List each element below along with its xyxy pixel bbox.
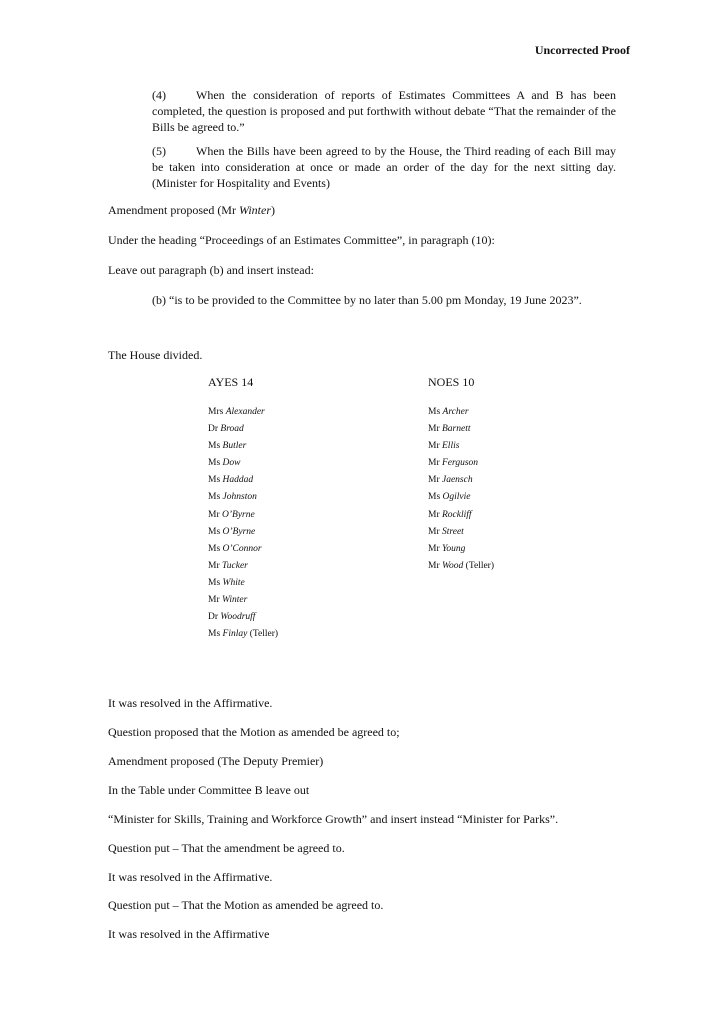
member-title: Ms bbox=[208, 475, 221, 486]
amendment-prefix: Amendment proposed (Mr bbox=[108, 203, 239, 217]
resolved-affirmative-line-3: It was resolved in the Affirmative bbox=[108, 927, 270, 941]
member-row bbox=[428, 404, 494, 421]
paragraph-text: When the Bills have been agreed to by the House, the Third reading of each Bill may be taken into consideration at once or made an order of the day for the next sitting day. (Minister for Hospitality and Events) bbox=[152, 144, 616, 190]
member-name: Tucker bbox=[222, 560, 248, 571]
member-row bbox=[208, 421, 278, 438]
member-title: Mr bbox=[428, 509, 440, 520]
paragraph-number: (5) bbox=[152, 144, 166, 158]
member-title: Ms bbox=[208, 629, 221, 640]
ayes-title: AYES 14 bbox=[208, 375, 254, 389]
resolved-affirmative-line: It was resolved in the Affirmative. bbox=[108, 696, 273, 710]
member-title: Mrs bbox=[208, 407, 224, 417]
amendment-proposed-line bbox=[108, 202, 275, 218]
member-title: Mr bbox=[208, 560, 220, 571]
amendment-suffix: ) bbox=[270, 203, 275, 217]
member-name: Alexander bbox=[225, 407, 265, 417]
member-title: Mr bbox=[428, 458, 440, 469]
member-row bbox=[208, 592, 278, 609]
heading-line: Under the heading “Proceedings of an Estimates Committee”, in paragraph (10): bbox=[108, 233, 495, 247]
member-row bbox=[208, 626, 278, 643]
question-put-amendment-line: Question put – That the amendment be agreed to. bbox=[108, 841, 345, 855]
member-row bbox=[208, 541, 278, 558]
member-name: Archer bbox=[442, 407, 469, 417]
member-row bbox=[208, 609, 278, 626]
member-title: Mr bbox=[208, 509, 220, 520]
question-proposed-line: Question proposed that the Motion as amended be agreed to; bbox=[108, 725, 400, 739]
member-row bbox=[208, 489, 278, 506]
member-title: Mr bbox=[208, 595, 220, 606]
member-name: O’Connor bbox=[222, 543, 262, 554]
member-row bbox=[428, 507, 494, 524]
teller-note: (Teller) bbox=[465, 560, 495, 571]
member-name: Woodruff bbox=[220, 612, 256, 623]
member-row bbox=[208, 472, 278, 489]
member-name: Dow bbox=[222, 458, 241, 469]
member-row bbox=[208, 575, 278, 592]
member-title: Ms bbox=[208, 543, 221, 554]
member-name: Winter bbox=[222, 595, 248, 606]
member-title: Mr bbox=[428, 441, 440, 452]
member-name: Rockliff bbox=[442, 509, 472, 520]
member-row bbox=[208, 558, 278, 575]
ayes-list bbox=[208, 404, 278, 643]
member-name: White bbox=[222, 577, 245, 588]
member-title: Ms bbox=[208, 492, 221, 503]
member-name: Haddad bbox=[222, 475, 254, 486]
member-title: Dr bbox=[208, 612, 219, 623]
member-row bbox=[428, 524, 494, 541]
member-name: O’Byrne bbox=[222, 509, 255, 520]
member-row bbox=[208, 507, 278, 524]
member-name: Butler bbox=[222, 441, 247, 452]
member-name: Broad bbox=[220, 424, 244, 435]
table-committee-b-line: In the Table under Committee B leave out bbox=[108, 783, 310, 797]
paragraph-4 bbox=[152, 87, 616, 135]
member-title: Ms bbox=[208, 526, 221, 537]
paragraph-5 bbox=[152, 143, 616, 191]
member-name: O’Byrne bbox=[222, 526, 256, 537]
member-row bbox=[428, 421, 494, 438]
member-name: Johnston bbox=[222, 492, 257, 503]
question-put-motion-line: Question put – That the Motion as amended be agreed to. bbox=[108, 898, 384, 912]
noes-list bbox=[428, 404, 494, 575]
house-divided-line: The House divided. bbox=[108, 348, 203, 362]
member-row bbox=[428, 455, 494, 472]
member-title: Ms bbox=[208, 458, 221, 469]
member-title: Mr bbox=[428, 475, 440, 486]
member-title: Mr bbox=[428, 560, 440, 571]
noes-title: NOES 10 bbox=[428, 375, 475, 389]
member-name: Street bbox=[442, 526, 464, 537]
member-name: Ferguson bbox=[442, 458, 479, 469]
minister-insert-line: “Minister for Skills, Training and Workforce Growth” and insert instead “Minister for Parks”. bbox=[108, 812, 559, 826]
member-name: Young bbox=[442, 543, 466, 554]
amendment-member: Winter bbox=[238, 203, 271, 217]
member-row bbox=[428, 472, 494, 489]
resolved-affirmative-line-2: It was resolved in the Affirmative. bbox=[108, 870, 273, 884]
member-row bbox=[428, 489, 494, 506]
member-name: Ellis bbox=[442, 441, 460, 452]
member-title: Mr bbox=[428, 543, 440, 554]
paragraph-text: When the consideration of reports of Estimates Committees A and B has been completed, the question is proposed and put forthwith without debate “That the remainder of the Bills be agreed to.” bbox=[152, 88, 616, 134]
member-title: Dr bbox=[208, 424, 219, 435]
member-title: Mr bbox=[428, 424, 440, 435]
member-name: Jaensch bbox=[442, 475, 473, 486]
member-title: Ms bbox=[428, 492, 441, 503]
member-row bbox=[428, 438, 494, 455]
member-name: Finlay bbox=[222, 629, 248, 640]
member-row bbox=[428, 541, 494, 558]
member-title: Ms bbox=[208, 441, 221, 452]
ayes-column bbox=[208, 375, 278, 643]
member-title: Ms bbox=[208, 577, 221, 588]
member-name: Ogilvie bbox=[442, 492, 471, 503]
member-row bbox=[428, 558, 494, 575]
leave-out-line: Leave out paragraph (b) and insert instead: bbox=[108, 263, 314, 277]
insert-text-line: (b) “is to be provided to the Committee by no later than 5.00 pm Monday, 19 June 2023”. bbox=[152, 293, 582, 307]
member-name: Wood bbox=[442, 560, 464, 571]
teller-note: (Teller) bbox=[249, 629, 279, 640]
noes-column bbox=[428, 375, 494, 575]
member-row bbox=[208, 438, 278, 455]
member-row bbox=[208, 455, 278, 472]
member-title: Mr bbox=[428, 526, 440, 537]
paragraph-number: (4) bbox=[152, 88, 166, 102]
member-row bbox=[208, 524, 278, 541]
amendment-deputy-premier-line: Amendment proposed (The Deputy Premier) bbox=[108, 754, 324, 768]
member-title: Ms bbox=[428, 407, 441, 417]
page-header-label: Uncorrected Proof bbox=[534, 43, 630, 57]
member-row bbox=[208, 404, 278, 421]
member-name: Barnett bbox=[442, 424, 471, 435]
